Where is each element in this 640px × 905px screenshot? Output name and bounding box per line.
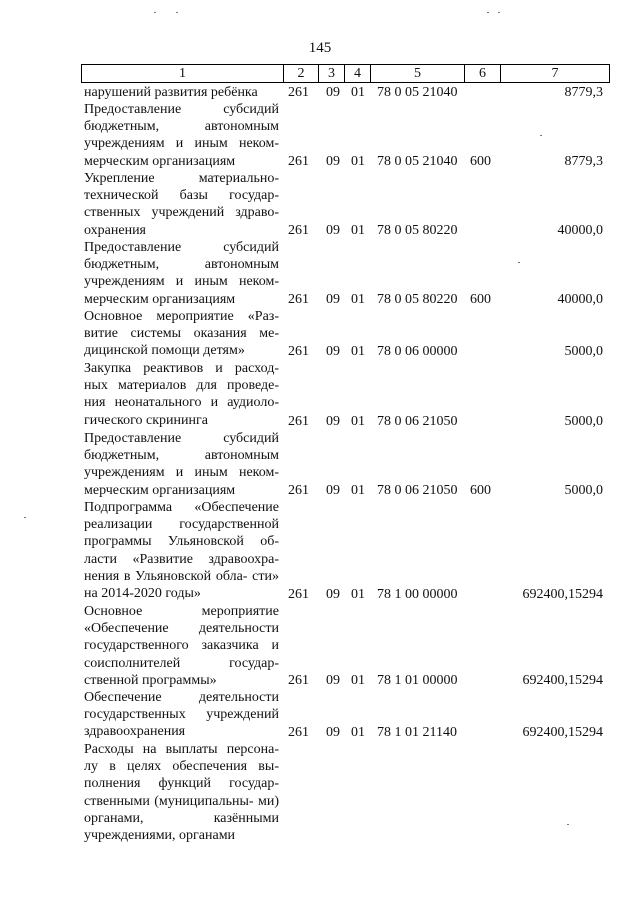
header-col-6: 6 <box>464 64 501 83</box>
cell-col-7: 692400,15294 <box>522 725 603 740</box>
cell-col-7: 5000,0 <box>564 483 603 498</box>
cell-col-3: 09 <box>326 414 340 429</box>
cell-col-2: 261 <box>288 223 309 238</box>
cell-col-3: 09 <box>326 673 340 688</box>
cell-col-3: 09 <box>326 587 340 602</box>
cell-col-4: 01 <box>351 587 365 602</box>
cell-col-3: 09 <box>326 344 340 359</box>
header-col-4: 4 <box>344 64 371 83</box>
scan-speck <box>176 12 178 13</box>
cell-col-4: 01 <box>351 223 365 238</box>
cell-col-5: 78 1 01 00000 <box>377 673 458 688</box>
cell-col-2: 261 <box>288 292 309 307</box>
header-col-2: 2 <box>283 64 319 83</box>
row-name: Основное мероприятие «Обеспечение деятельности государственного заказчика и соисполнителей государ- ственной программы» <box>84 604 279 688</box>
cell-col-5: 78 1 00 00000 <box>377 587 458 602</box>
cell-col-7: 692400,15294 <box>522 673 603 688</box>
cell-col-7: 5000,0 <box>564 414 603 429</box>
cell-col-2: 261 <box>288 587 309 602</box>
cell-col-7: 5000,0 <box>564 344 603 359</box>
scan-speck <box>518 262 520 263</box>
row-name: Закупка реактивов и расход- ных материалов для проведе- ния неонатального и аудиоло- гического скрининга <box>84 361 279 428</box>
row-name: Подпрограмма «Обеспечение реализации государственной программы Ульяновской об- ласти «Развитие здравоохра- нения в Ульяновской обла- сти» на 2014-2020 годы» <box>84 500 279 602</box>
cell-col-2: 261 <box>288 154 309 169</box>
scan-speck <box>567 824 569 825</box>
cell-col-7: 8779,3 <box>564 154 603 169</box>
cell-col-2: 261 <box>288 673 309 688</box>
scan-speck <box>154 12 156 13</box>
row-name: Обеспечение деятельности государственных учреждений здравоохранения <box>84 690 279 740</box>
cell-col-5: 78 0 06 21050 <box>377 414 458 429</box>
cell-col-5: 78 0 06 00000 <box>377 344 458 359</box>
cell-col-2: 261 <box>288 85 309 100</box>
cell-col-4: 01 <box>351 344 365 359</box>
row-name: Укрепление материально- технической базы государ- ственных учреждений здраво- охранения <box>84 171 279 238</box>
cell-col-2: 261 <box>288 483 309 498</box>
cell-col-4: 01 <box>351 154 365 169</box>
header-col-1: 1 <box>81 64 284 83</box>
cell-col-7: 692400,15294 <box>522 587 603 602</box>
cell-col-6: 600 <box>470 154 491 169</box>
cell-col-7: 40000,0 <box>557 223 603 238</box>
cell-col-2: 261 <box>288 414 309 429</box>
cell-col-3: 09 <box>326 725 340 740</box>
cell-col-6: 600 <box>470 483 491 498</box>
cell-col-6: 600 <box>470 292 491 307</box>
cell-col-4: 01 <box>351 414 365 429</box>
row-name: Предоставление субсидий бюджетным, автономным учреждениям и иным неком- мерческим организациям <box>84 240 279 307</box>
row-name: нарушений развития ребёнка <box>84 85 258 100</box>
cell-col-3: 09 <box>326 223 340 238</box>
scan-speck <box>24 517 26 518</box>
cell-col-3: 09 <box>326 154 340 169</box>
cell-col-2: 261 <box>288 725 309 740</box>
cell-col-4: 01 <box>351 673 365 688</box>
row-name: Предоставление субсидий бюджетным, автономным учреждениям и иным неком- мерческим организациям <box>84 431 279 498</box>
scan-speck <box>540 135 542 136</box>
cell-col-7: 8779,3 <box>564 85 603 100</box>
cell-col-3: 09 <box>326 85 340 100</box>
row-name: Расходы на выплаты персона- лу в целях обеспечения вы- полнения функций государ- ственными (муниципальны- ми) органами, казёнными учреждениями, органами <box>84 742 279 844</box>
cell-col-2: 261 <box>288 344 309 359</box>
cell-col-5: 78 1 01 21140 <box>377 725 457 740</box>
cell-col-4: 01 <box>351 483 365 498</box>
cell-col-4: 01 <box>351 292 365 307</box>
cell-col-5: 78 0 05 21040 <box>377 85 458 100</box>
scan-speck <box>498 12 500 13</box>
cell-col-3: 09 <box>326 292 340 307</box>
cell-col-5: 78 0 05 80220 <box>377 223 458 238</box>
cell-col-4: 01 <box>351 85 365 100</box>
page-number: 145 <box>308 40 332 56</box>
header-col-7: 7 <box>500 64 610 83</box>
cell-col-4: 01 <box>351 725 365 740</box>
scan-speck <box>487 12 489 13</box>
cell-col-5: 78 0 05 80220 <box>377 292 458 307</box>
cell-col-5: 78 0 06 21050 <box>377 483 458 498</box>
cell-col-3: 09 <box>326 483 340 498</box>
row-name: Предоставление субсидий бюджетным, автономным учреждениям и иным неком- мерческим организациям <box>84 102 279 169</box>
cell-col-5: 78 0 05 21040 <box>377 154 458 169</box>
header-col-5: 5 <box>370 64 465 83</box>
header-col-3: 3 <box>318 64 345 83</box>
cell-col-7: 40000,0 <box>557 292 603 307</box>
row-name: Основное мероприятие «Раз- витие системы оказания ме- дицинской помощи детям» <box>84 309 279 359</box>
